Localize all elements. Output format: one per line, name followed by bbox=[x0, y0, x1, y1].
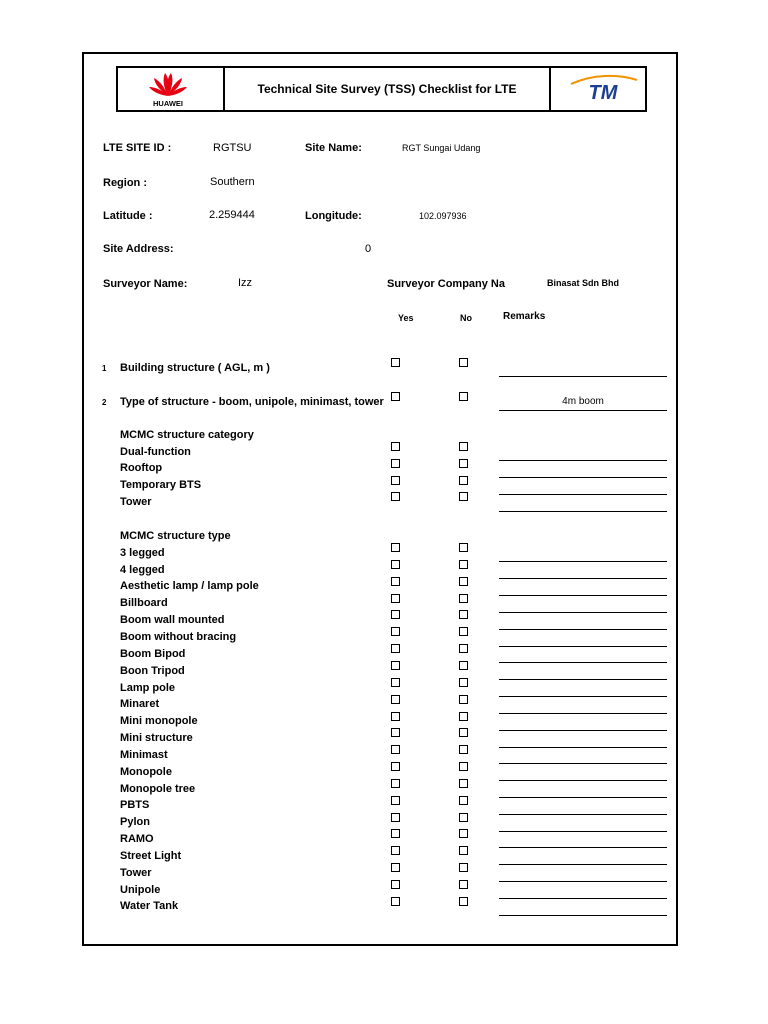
longitude-value: 102.097936 bbox=[419, 211, 467, 221]
type-item-label: Minaret bbox=[120, 698, 160, 710]
yes-checkbox[interactable] bbox=[391, 442, 400, 451]
no-checkbox[interactable] bbox=[459, 712, 468, 721]
no-checkbox[interactable] bbox=[459, 829, 468, 838]
remarks-line[interactable] bbox=[499, 494, 667, 495]
remarks-column-header: Remarks bbox=[503, 311, 546, 322]
remarks-line[interactable] bbox=[499, 747, 667, 748]
yes-checkbox[interactable] bbox=[391, 796, 400, 805]
remarks-line[interactable] bbox=[499, 831, 667, 832]
yes-column-header: Yes bbox=[398, 313, 414, 323]
remarks-line[interactable] bbox=[499, 477, 667, 478]
type-item-label: Monopole tree bbox=[120, 783, 196, 795]
longitude-label: Longitude: bbox=[305, 210, 362, 222]
header-divider bbox=[549, 68, 551, 110]
section-title: MCMC structure category bbox=[120, 429, 254, 441]
remarks-line[interactable] bbox=[499, 561, 667, 562]
no-checkbox[interactable] bbox=[459, 678, 468, 687]
page-frame bbox=[82, 52, 678, 946]
remarks-line[interactable] bbox=[499, 730, 667, 731]
yes-checkbox[interactable] bbox=[391, 459, 400, 468]
remarks-line[interactable] bbox=[499, 864, 667, 865]
remarks-line[interactable] bbox=[499, 847, 667, 848]
site-id-label: LTE SITE ID : bbox=[103, 142, 172, 154]
yes-checkbox[interactable] bbox=[391, 627, 400, 636]
yes-checkbox[interactable] bbox=[391, 813, 400, 822]
remarks-line[interactable] bbox=[499, 410, 667, 411]
type-item-label: 4 legged bbox=[120, 564, 165, 576]
region-value: Southern bbox=[210, 176, 255, 188]
surveyor-company-value: Binasat Sdn Bhd bbox=[547, 278, 620, 288]
remarks-line[interactable] bbox=[499, 763, 667, 764]
type-item-label: Boom without bracing bbox=[120, 631, 237, 643]
surveyor-name-label: Surveyor Name: bbox=[103, 278, 188, 290]
tm-logo bbox=[563, 72, 643, 106]
yes-checkbox[interactable] bbox=[391, 492, 400, 501]
no-checkbox[interactable] bbox=[459, 695, 468, 704]
site-id-value: RGTSU bbox=[213, 142, 252, 154]
remarks-line[interactable] bbox=[499, 612, 667, 613]
type-item-label: Tower bbox=[120, 867, 152, 879]
region-label: Region : bbox=[103, 177, 147, 189]
type-item-label: Lamp pole bbox=[120, 682, 176, 694]
yes-checkbox[interactable] bbox=[391, 392, 400, 401]
document-title: Technical Site Survey (TSS) Checklist for LTE bbox=[257, 82, 517, 96]
question-label: Building structure ( AGL, m ) bbox=[120, 362, 270, 374]
no-checkbox[interactable] bbox=[459, 880, 468, 889]
no-checkbox[interactable] bbox=[459, 492, 468, 501]
no-checkbox[interactable] bbox=[459, 560, 468, 569]
remarks-line[interactable] bbox=[499, 780, 667, 781]
type-item-label: Minimast bbox=[120, 749, 168, 761]
type-item-label: Boom Bipod bbox=[120, 648, 186, 660]
remarks-line[interactable] bbox=[499, 881, 667, 882]
no-checkbox[interactable] bbox=[459, 610, 468, 619]
yes-checkbox[interactable] bbox=[391, 543, 400, 552]
type-item-label: Unipole bbox=[120, 884, 161, 896]
no-checkbox[interactable] bbox=[459, 745, 468, 754]
yes-checkbox[interactable] bbox=[391, 762, 400, 771]
document-header bbox=[116, 66, 647, 112]
type-item-label: RAMO bbox=[120, 833, 154, 845]
no-checkbox[interactable] bbox=[459, 442, 468, 451]
yes-checkbox[interactable] bbox=[391, 779, 400, 788]
site-name-value: RGT Sungai Udang bbox=[402, 143, 481, 153]
header-divider bbox=[223, 68, 225, 110]
no-checkbox[interactable] bbox=[459, 813, 468, 822]
no-checkbox[interactable] bbox=[459, 459, 468, 468]
no-checkbox[interactable] bbox=[459, 796, 468, 805]
remarks-line[interactable] bbox=[499, 915, 667, 916]
type-item-label: Pylon bbox=[120, 816, 150, 828]
svg-text:TM: TM bbox=[588, 82, 618, 104]
latitude-value: 2.259444 bbox=[209, 209, 255, 221]
category-item-label: Dual-function bbox=[120, 446, 191, 458]
type-item-label: Mini structure bbox=[120, 732, 193, 744]
remarks-line[interactable] bbox=[499, 814, 667, 815]
no-checkbox[interactable] bbox=[459, 863, 468, 872]
surveyor-name-value: Izz bbox=[238, 277, 253, 289]
no-checkbox[interactable] bbox=[459, 627, 468, 636]
no-checkbox[interactable] bbox=[459, 661, 468, 670]
no-checkbox[interactable] bbox=[459, 577, 468, 586]
no-checkbox[interactable] bbox=[459, 644, 468, 653]
remarks-line[interactable] bbox=[499, 713, 667, 714]
yes-checkbox[interactable] bbox=[391, 644, 400, 653]
yes-checkbox[interactable] bbox=[391, 678, 400, 687]
type-item-label: Boom wall mounted bbox=[120, 614, 225, 626]
no-checkbox[interactable] bbox=[459, 897, 468, 906]
type-item-label: Mini monopole bbox=[120, 715, 198, 727]
type-item-label: Street Light bbox=[120, 850, 182, 862]
yes-checkbox[interactable] bbox=[391, 745, 400, 754]
no-checkbox[interactable] bbox=[459, 762, 468, 771]
question-number: 1 bbox=[102, 364, 107, 373]
type-item-label: Billboard bbox=[120, 597, 168, 609]
yes-checkbox[interactable] bbox=[391, 846, 400, 855]
remarks-line[interactable] bbox=[499, 898, 667, 899]
type-item-label: Boon Tripod bbox=[120, 665, 185, 677]
remark-value: 4m boom bbox=[562, 396, 604, 407]
type-item-label: Monopole bbox=[120, 766, 172, 778]
yes-checkbox[interactable] bbox=[391, 476, 400, 485]
remarks-line[interactable] bbox=[499, 460, 667, 461]
yes-checkbox[interactable] bbox=[391, 829, 400, 838]
no-checkbox[interactable] bbox=[459, 358, 468, 367]
section-title: MCMC structure type bbox=[120, 530, 231, 542]
yes-checkbox[interactable] bbox=[391, 695, 400, 704]
remarks-line[interactable] bbox=[499, 662, 667, 663]
no-checkbox[interactable] bbox=[459, 476, 468, 485]
remarks-line[interactable] bbox=[499, 696, 667, 697]
remarks-line[interactable] bbox=[499, 679, 667, 680]
svg-text:HUAWEI: HUAWEI bbox=[153, 99, 183, 108]
category-item-label: Rooftop bbox=[120, 462, 163, 474]
yes-checkbox[interactable] bbox=[391, 594, 400, 603]
no-checkbox[interactable] bbox=[459, 594, 468, 603]
type-item-label: PBTS bbox=[120, 799, 150, 811]
surveyor-company-label: Surveyor Company Na bbox=[387, 278, 505, 290]
type-item-label: Aesthetic lamp / lamp pole bbox=[120, 580, 259, 592]
type-item-label: Water Tank bbox=[120, 900, 179, 912]
no-checkbox[interactable] bbox=[459, 846, 468, 855]
yes-checkbox[interactable] bbox=[391, 863, 400, 872]
type-item-label: 3 legged bbox=[120, 547, 165, 559]
yes-checkbox[interactable] bbox=[391, 712, 400, 721]
yes-checkbox[interactable] bbox=[391, 897, 400, 906]
no-column-header: No bbox=[460, 313, 472, 323]
site-address-label: Site Address: bbox=[103, 243, 174, 255]
remarks-line[interactable] bbox=[499, 595, 667, 596]
yes-checkbox[interactable] bbox=[391, 577, 400, 586]
yes-checkbox[interactable] bbox=[391, 661, 400, 670]
remarks-line[interactable] bbox=[499, 511, 667, 512]
yes-checkbox[interactable] bbox=[391, 358, 400, 367]
remarks-line[interactable] bbox=[499, 646, 667, 647]
question-number: 2 bbox=[102, 398, 107, 407]
no-checkbox[interactable] bbox=[459, 779, 468, 788]
no-checkbox[interactable] bbox=[459, 543, 468, 552]
yes-checkbox[interactable] bbox=[391, 880, 400, 889]
site-address-value: 0 bbox=[365, 243, 372, 255]
remarks-line[interactable] bbox=[499, 629, 667, 630]
question-label: Type of structure - boom, unipole, minimast, tower bbox=[120, 396, 384, 408]
no-checkbox[interactable] bbox=[459, 728, 468, 737]
latitude-label: Latitude : bbox=[103, 210, 153, 222]
yes-checkbox[interactable] bbox=[391, 610, 400, 619]
category-item-label: Temporary BTS bbox=[120, 479, 202, 491]
remarks-line[interactable] bbox=[499, 797, 667, 798]
no-checkbox[interactable] bbox=[459, 392, 468, 401]
huawei-logo bbox=[138, 70, 198, 108]
remarks-line[interactable] bbox=[499, 578, 667, 579]
category-item-label: Tower bbox=[120, 496, 152, 508]
remarks-line[interactable] bbox=[499, 376, 667, 377]
site-name-label: Site Name: bbox=[305, 142, 362, 154]
yes-checkbox[interactable] bbox=[391, 560, 400, 569]
yes-checkbox[interactable] bbox=[391, 728, 400, 737]
